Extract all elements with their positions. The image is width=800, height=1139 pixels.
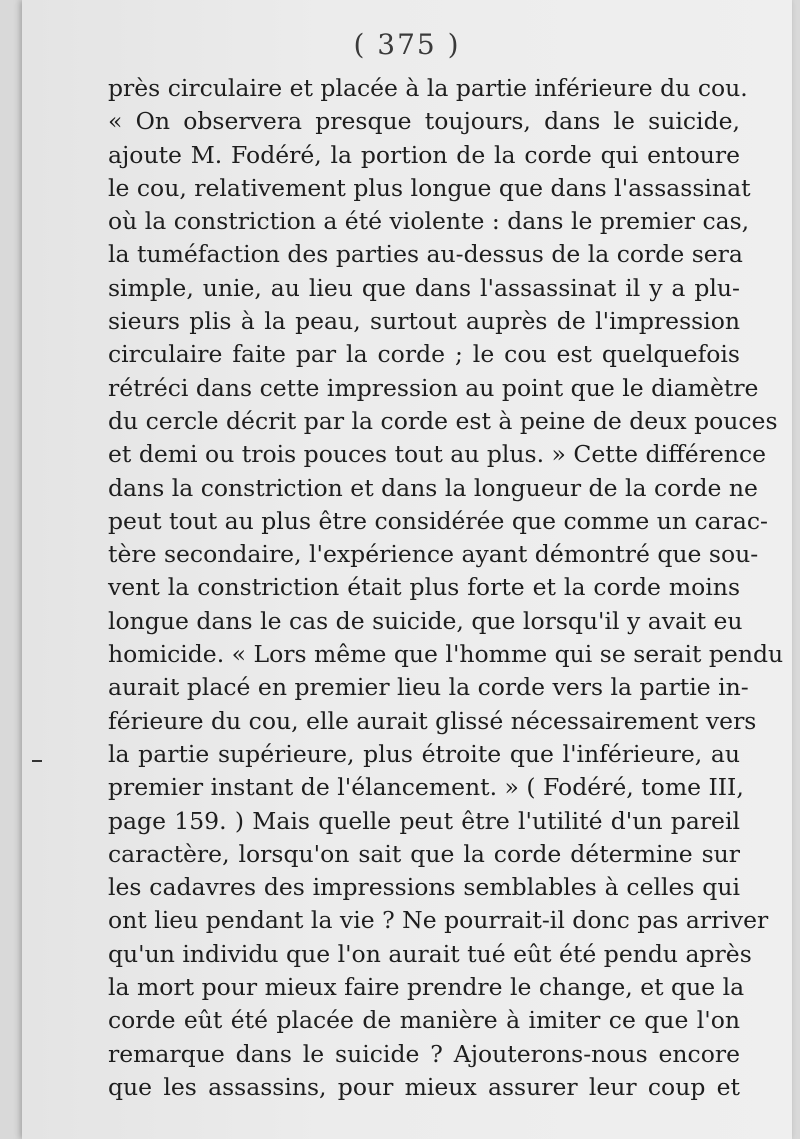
text-line: les cadavres des impressions semblables à celles qui xyxy=(108,873,740,902)
text-line: la mort pour mieux faire prendre le change, et que la xyxy=(108,973,745,1002)
text-line: remarque dans le suicide ? Ajouterons-nous encore xyxy=(108,1039,740,1068)
text-line: et demi ou trois pouces tout au plus. » Cette différence xyxy=(108,440,767,469)
text-line: le cou, relativement plus longue que dans l'assassinat xyxy=(108,173,751,202)
text-line: vent la constriction était plus forte et la corde moins xyxy=(108,573,740,602)
text-line: ont lieu pendant la vie ? Ne pourrait-il donc pas arriver xyxy=(108,906,769,935)
text-line: où la constriction a été violente : dans le premier cas, xyxy=(108,207,750,236)
text-line: page 159. ) Mais quelle peut être l'utilité d'un pareil xyxy=(108,806,740,835)
text-line: dans la constriction et dans la longueur de la corde ne xyxy=(108,473,758,502)
text-line: simple, unie, au lieu que dans l'assassinat il y a plu- xyxy=(108,273,740,302)
text-line: la tuméfaction des parties au-dessus de la corde sera xyxy=(108,240,743,269)
text-line: caractère, lorsqu'on sait que la corde détermine sur xyxy=(108,839,740,868)
text-line: rétréci dans cette impression au point que le diamètre xyxy=(108,373,759,402)
text-line: sieurs plis à la peau, surtout auprès de l'impression xyxy=(108,307,740,336)
text-line: que les assassins, pour mieux assurer leur coup et xyxy=(108,1072,740,1101)
text-line: corde eût été placée de manière à imiter ce que l'on xyxy=(108,1006,740,1035)
text-line: férieure du cou, elle aurait glissé nécessairement vers xyxy=(108,706,757,735)
text-line: près circulaire et placée à la partie inférieure du cou. xyxy=(108,74,748,102)
text-line: peut tout au plus être considérée que comme un carac- xyxy=(108,506,768,535)
text-line: homicide. « Lors même que l'homme qui se serait pendu xyxy=(108,640,784,669)
text-line: aurait placé en premier lieu la corde vers la partie in- xyxy=(108,673,749,702)
margin-mark xyxy=(32,760,42,762)
book-page xyxy=(22,0,792,1139)
text-line: tère secondaire, l'expérience ayant démontré que sou- xyxy=(108,540,759,569)
text-line: qu'un individu que l'on aurait tué eût été pendu après xyxy=(108,939,752,968)
text-line: longue dans le cas de suicide, que lorsqu'il y avait eu xyxy=(108,606,743,635)
text-line: circulaire faite par la corde ; le cou est quelquefois xyxy=(108,340,740,369)
text-line: du cercle décrit par la corde est à peine de deux pouces xyxy=(108,406,778,435)
text-line: la partie supérieure, plus étroite que l'inférieure, au xyxy=(108,739,740,768)
body-text xyxy=(108,72,784,1104)
text-line: « On observera presque toujours, dans le suicide, xyxy=(108,107,740,136)
page-number: ( 375 ) xyxy=(353,28,461,61)
text-line: ajoute M. Fodéré, la portion de la corde qui entoure xyxy=(108,140,740,169)
text-line: premier instant de l'élancement. » ( Fodéré, tome III, xyxy=(108,773,744,802)
